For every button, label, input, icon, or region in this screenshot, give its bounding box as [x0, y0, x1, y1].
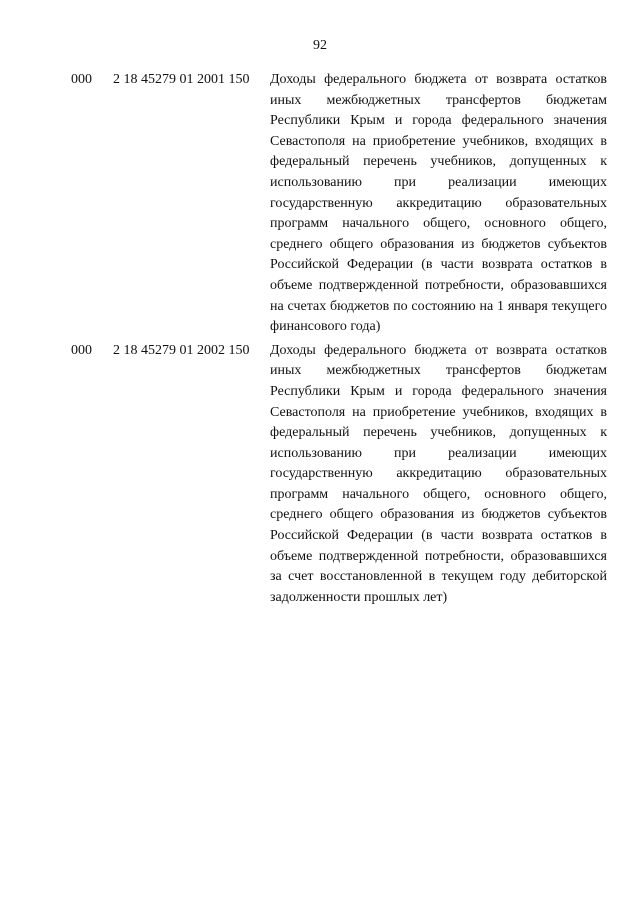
- income-description: Доходы федерального бюджета от возврата остатков иных межбюджетных трансфертов бюджетам Республики Крым и города федерального значения Севастополя на приобретение учебников, входящих в федеральный перечень учебников, допущенных к использованию при реализации имеющих государственную аккредитацию образовательных программ начального общего, основного общего, среднего общего образования из бюджетов субъектов Российской Федерации (в части возврата остатков в объеме подтвержденной потребности, образовавшихся на счетах бюджетов по состоянию на 1 января текущего финансового года): [270, 72, 607, 335]
- administrator-code: 000: [71, 342, 92, 358]
- income-codes-list: [0, 70, 640, 611]
- income-description: Доходы федерального бюджета от возврата остатков иных межбюджетных трансфертов бюджетам Республики Крым и города федерального значения Севастополя на приобретение учебников, входящих в федеральный перечень учебников, допущенных к использованию при реализации имеющих государственную аккредитацию образовательных программ начального общего, основного общего, среднего общего образования из бюджетов субъектов Российской Федерации (в части возврата остатков в объеме подтвержденной потребности, образовавшихся за счет восстановленной в текущем году дебиторской задолженности прошлых лет): [270, 342, 607, 605]
- income-code-entry: [0, 70, 640, 338]
- budget-classification-code: 2 18 45279 01 2001 150: [113, 72, 250, 87]
- budget-classification-code: 2 18 45279 01 2002 150: [113, 342, 250, 358]
- page-number: 92: [313, 38, 327, 53]
- administrator-code: 000: [71, 72, 92, 87]
- income-code-entry: [0, 341, 640, 609]
